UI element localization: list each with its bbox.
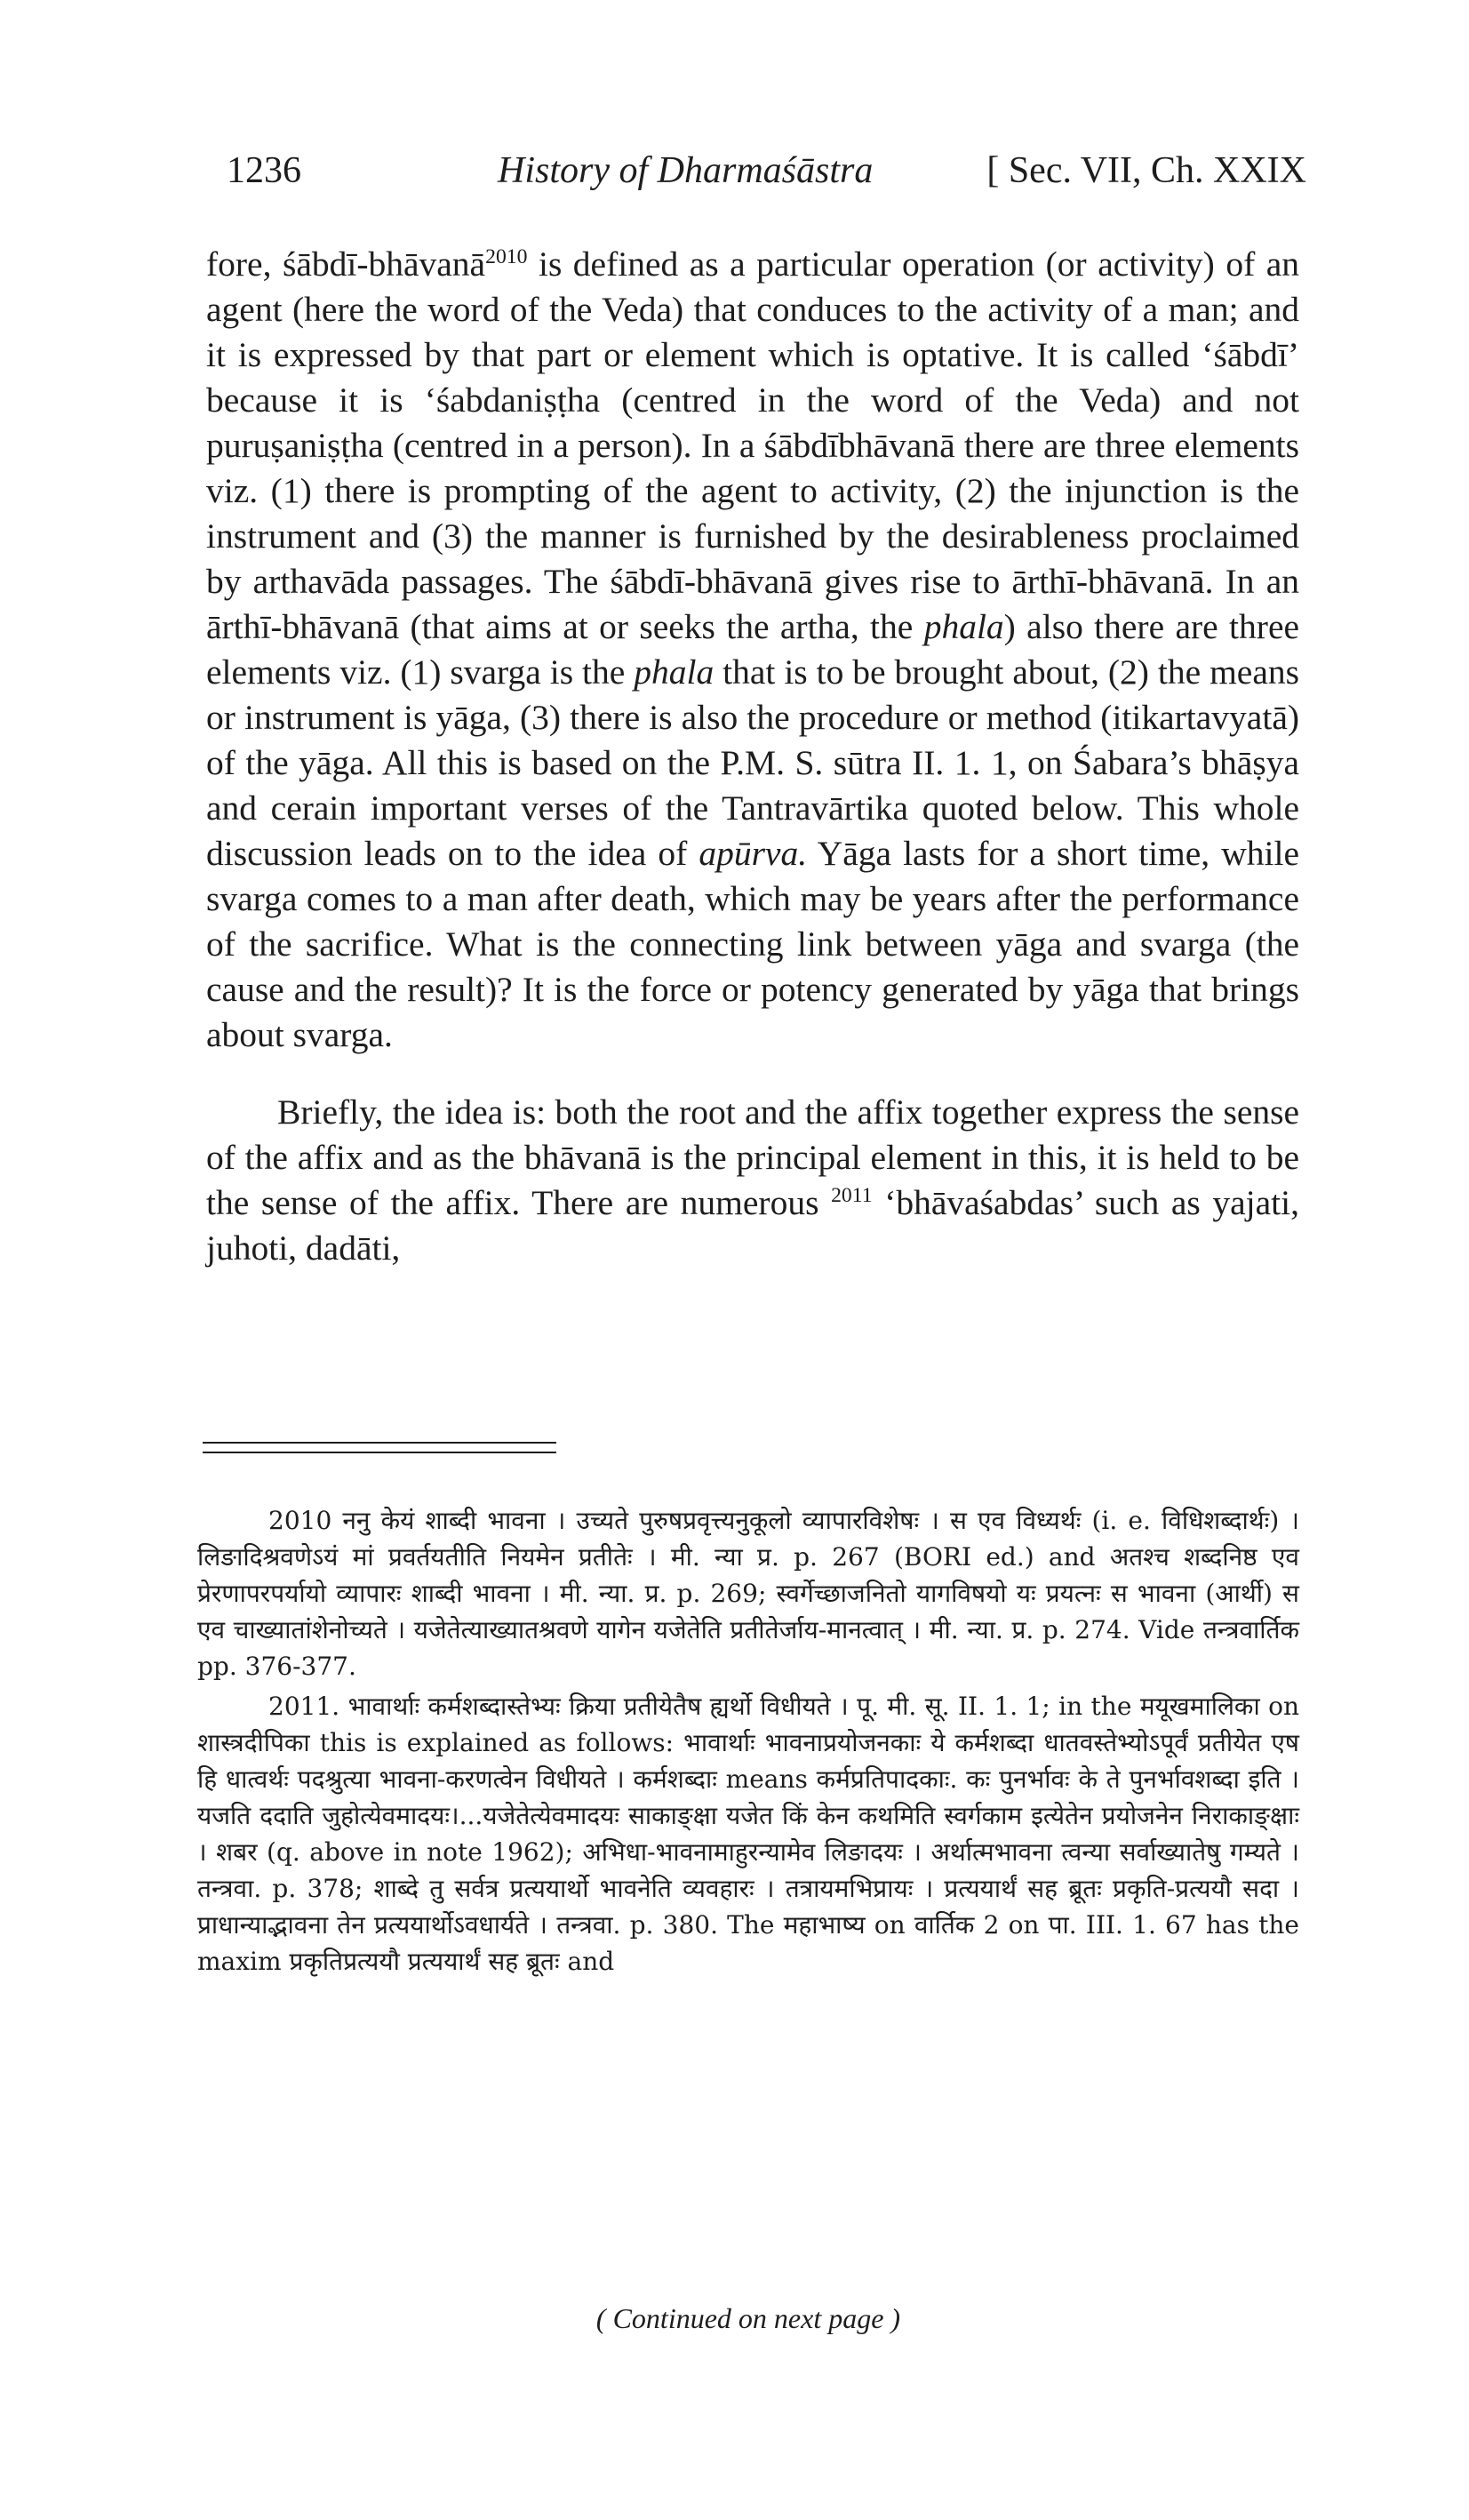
running-header <box>227 149 1306 203</box>
footnote-ref-2011: 2011 <box>831 1183 873 1207</box>
footnote-2011: 2011. भावार्थाः कर्मशब्दास्तेभ्यः क्रिया प्रतीयेतैष ह्यर्थो विधीयते । पू. मी. सू. II. 1. 1; in the मयूखमालिका on शास्त्रदीपिका this is explained as follows: भावार्थाः भावनाप्रयोजनकाः ये कर्मशब्दा धातवस्तेभ्योऽपूर्वं प्रतीयेत एष हि धात्वर्थः पदश्रुत्या भावना-करणत्वेन विधीयते । कर्मशब्दाः means कर्मप्रतिपादकाः. कः पुनर्भावः के ते पुनर्भावशब्दा इति । यजति ददाति जुहोत्येवमादयः।...यजेतेत्येवमादयः साकाङ्क्षा यजेत किं केन कथमिति स्वर्गकाम इत्येतेन प्रयोजनेन निराकाङ्क्षाः । शबर (q. above in note 1962); अभिधा-भावनामाहुरन्यामेव लिङादयः । अर्थात्मभावना त्वन्या सर्वाख्यातेषु गम्यते । तन्त्रवा. p. 378; शाब्दे तु सर्वत्र प्रत्ययार्थो भावनेति व्यवहारः । तत्रायमभिप्रायः । प्रत्ययार्थं सह ब्रूतः प्रकृति-प्रत्ययौ सदा । प्राधान्याद्भावना तेन प्रत्ययार्थोऽवधार्यते । तन्त्रवा. p. 380. The महाभाष्य on वार्तिक 2 on पा. III. 1. 67 has the maxim प्रकृतिप्रत्ययौ प्रत्ययार्थं सह ब्रूतः and <box>197 1692 1299 1976</box>
section-label: [ Sec. VII, Ch. XXIX <box>986 150 1306 191</box>
footnote-number: 2011. <box>268 1692 340 1721</box>
page-number: 1236 <box>227 150 301 191</box>
paragraph-1: fore, śābdī-bhāvanā$^{2010}$ is defined as a particular operation (or activity) of an agent (here the word of the Veda) that conduces to the activity of a man; and it is expressed by that part or element which is optative. It is called ‘śābdī’ because it is ‘śabdaniṣṭha (centred in the word of the Veda) and not puruṣaniṣṭha (centred in a person). In a śābdībhāvanā there are three elements viz. (1) there is prompting of the agent to activity, (2) the injunction is the instrument and (3) the manner is furnished by the desirableness proclaimed by arthavāda passages. The śābdī-bhāvanā gives rise to ārthī-bhāvanā. In an ārthī-bhāvanā (that aims at or seeks the artha, the phala) also there are three elements viz. (1) svarga is the phala that is to be brought about, (2) the means or instrument is yāga, (3) there is also the procedure or method (itikartavyatā) of the yāga. All this is based on the P.M. S. sūtra II. 1. 1, on Śabara’s bhāṣya and cerain important verses of the Tantravārtika quoted below. This whole discussion leads on to the idea of apūrva. Yāga lasts for a short time, while svarga comes to a man after death, which may be years after the performance of the sacrifice. What is the connecting link between yāga and svarga (the cause and the result)? It is the force or potency generated by yāga that brings about svarga. <box>206 244 1300 1054</box>
footnote-divider-second <box>203 1452 556 1453</box>
footnote-divider <box>203 1442 556 1444</box>
continued-note: ( Continued on next page ) <box>595 2302 901 2334</box>
footnote-2010: 2010 ननु केयं शाब्दी भावना । उच्यते पुरुषप्रवृत्त्यनुकूलो व्यापारविशेषः । स एव विध्यर्थः (i. e. विधिशब्दार्थः) । लिङादिश्रवणेऽयं मां प्रवर्तयतीति नियमेन प्रतीतेः । मी. न्या प्र. p. 267 (BORI ed.) and अतश्च शब्दनिष्ठ एव प्रेरणापरपर्यायो व्यापारः शाब्दी भावना । मी. न्या. प्र. p. 269; स्वर्गेच्छाजनितो यागविषयो यः प्रयत्नः स भावना (आर्थी) स एव चाख्यातांशेनोच्यते । यजेतेत्याख्यातश्रवणे यागेन यजेतेति प्रतीतेर्जाय-मानत्वात् । मी. न्या. प्र. p. 274. Vide तन्त्रवार्तिक pp. 376-377. <box>197 1506 1299 1681</box>
main-text <box>206 242 1299 1271</box>
footnotes <box>197 1502 1299 1980</box>
paragraph-2: Briefly, the idea is: both the root and the affix together express the sense of the affix and as the bhāvanā is the principal element in this, it is held to be the sense of the affix. There are numerous $^{2011}$ ‘bhāvaśabdas’ such as yajati, juhoti, dadāti, <box>206 1092 1299 1268</box>
running-title: History of Dharmaśāstra <box>498 150 874 191</box>
footnote-number: 2010 <box>268 1506 332 1535</box>
footnote-ref-2010: 2010 <box>485 244 528 268</box>
